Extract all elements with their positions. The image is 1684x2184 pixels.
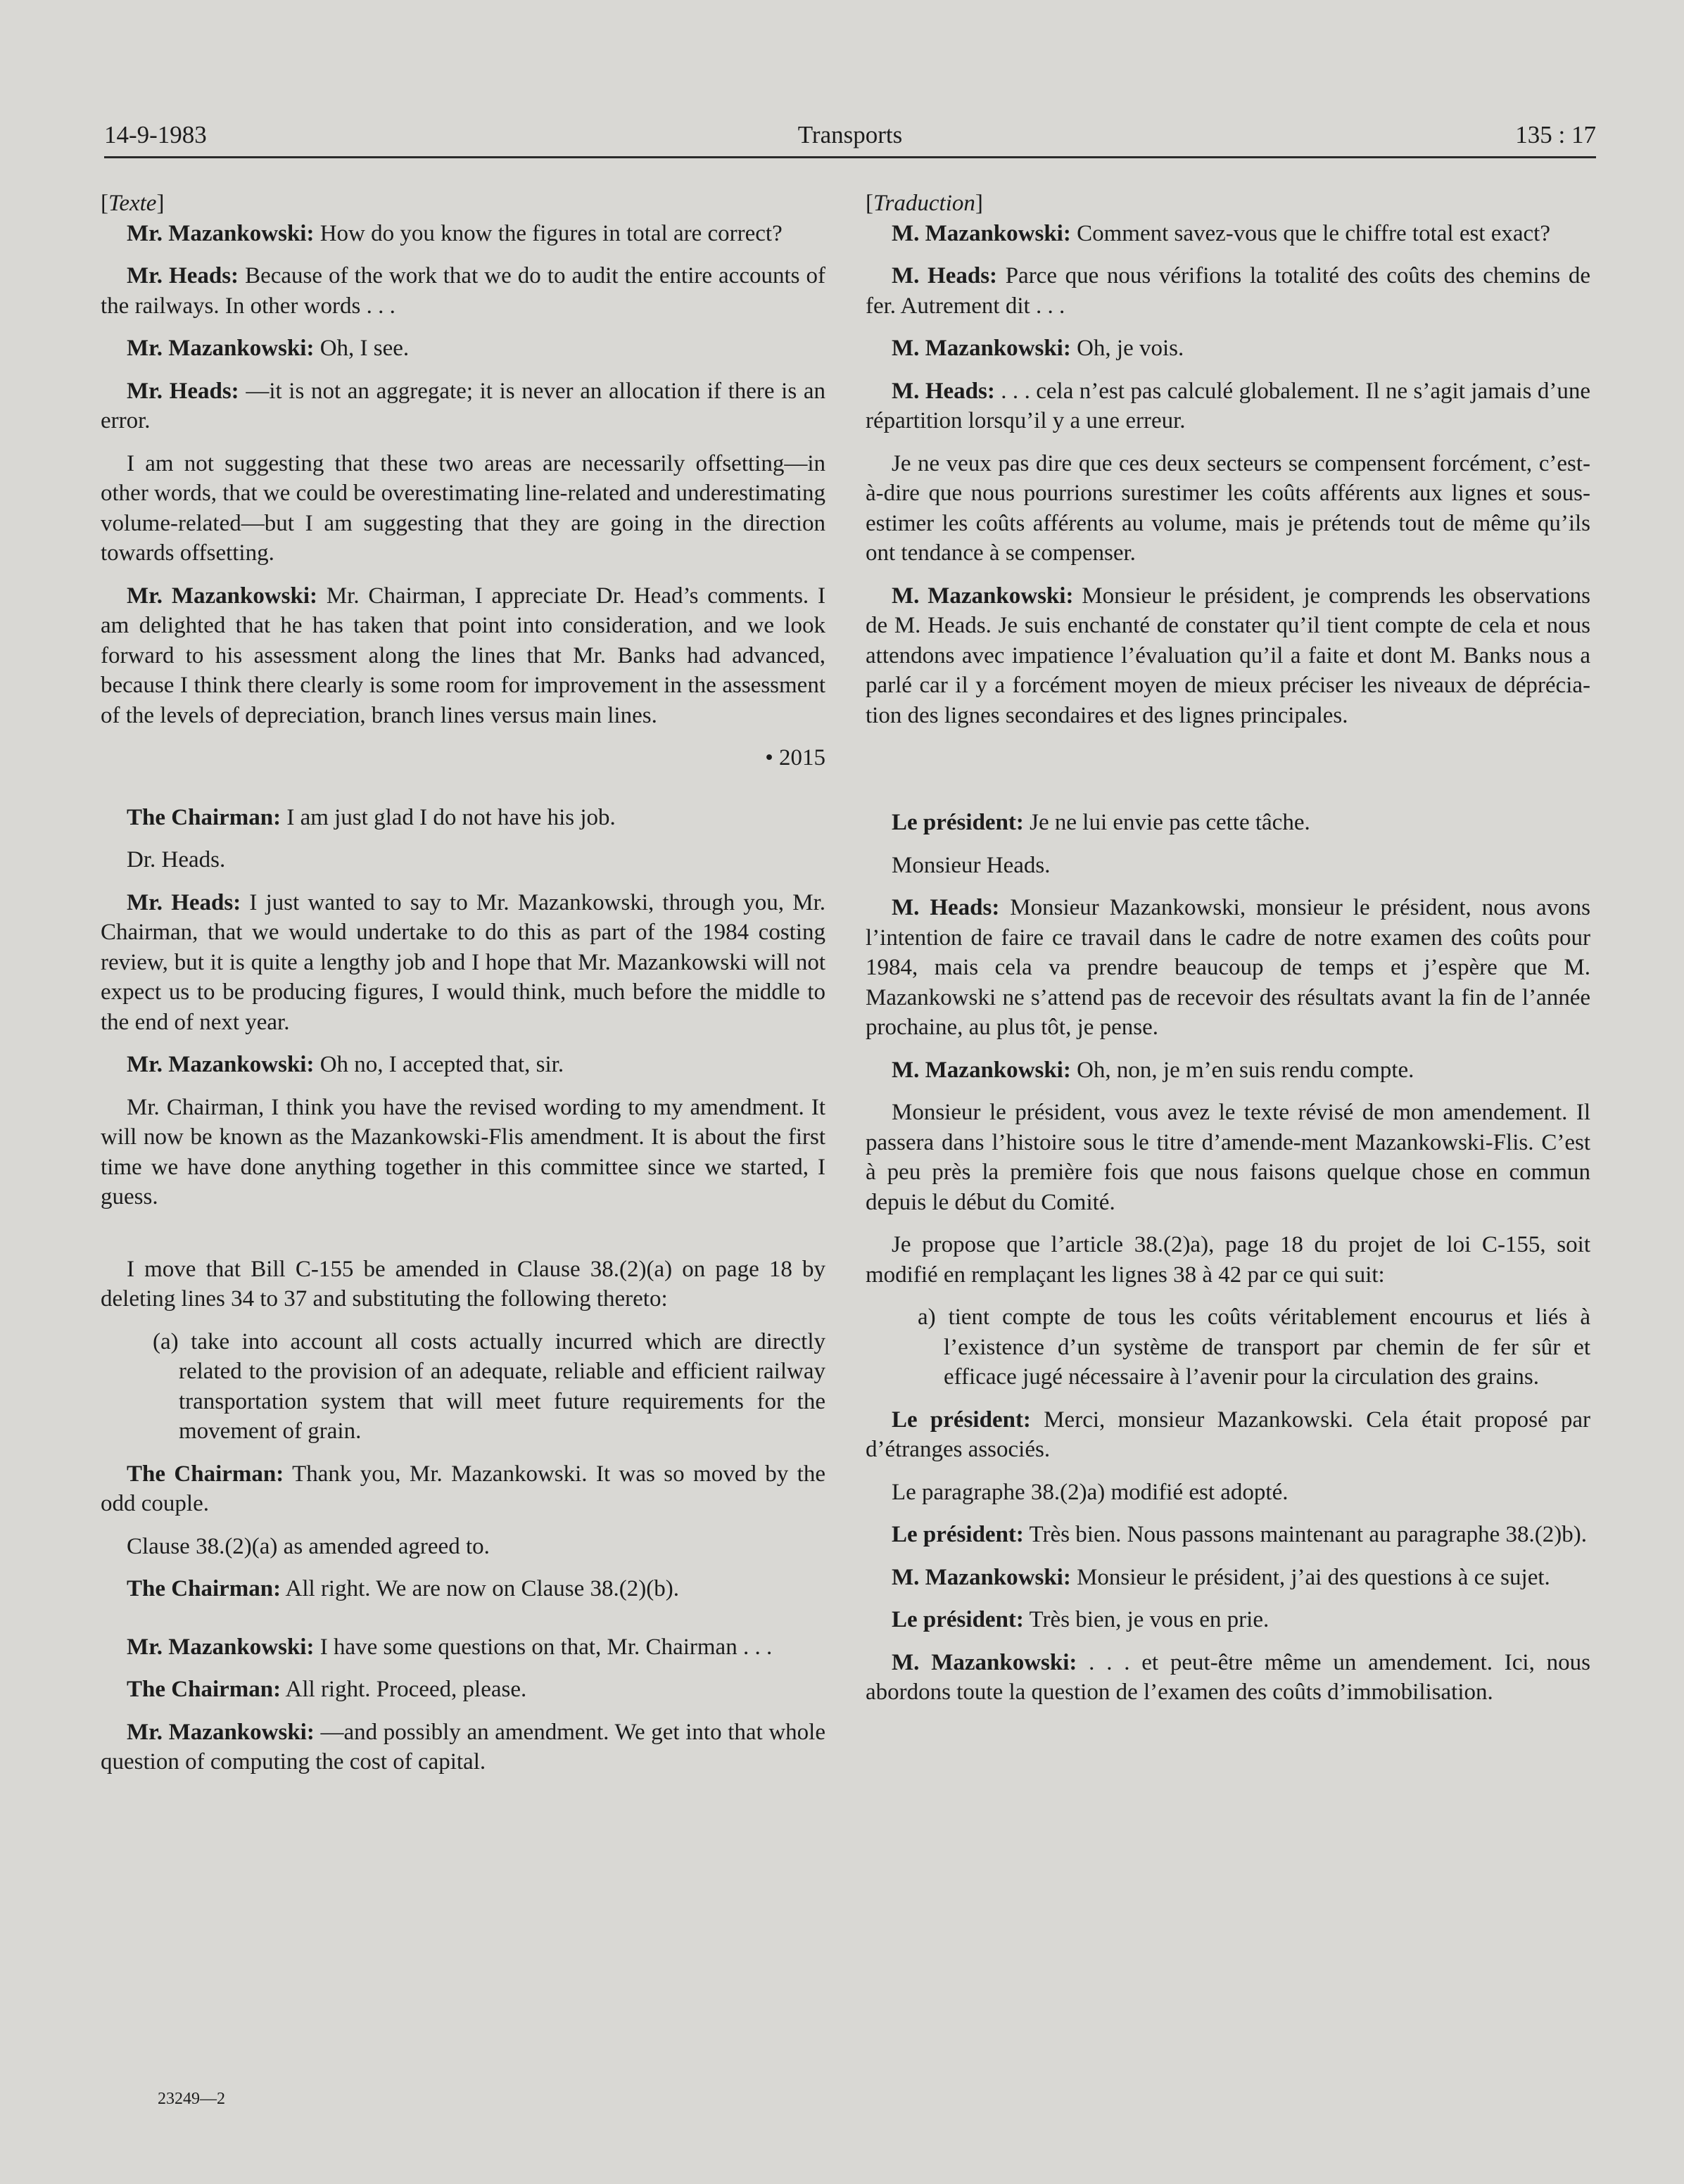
paragraph: M. Mazankowski: Oh, je vois. [892, 336, 1184, 361]
paragraph: Mr. Mazankowski: How do you know the figures in total are correct? [127, 220, 783, 246]
speaker: The Chairman: [127, 1677, 281, 1702]
paragraph: Mr. Mazankowski: I have some questions on that, Mr. Chairman . . . [127, 1634, 773, 1660]
amendment-text: a) tient compte de tous les coûts véritablement encourus et liés à l’existence d’un système de transport par chemin de fer sûr et efficace jugé nécessaire à l’avenir pour la circulation des grains. [918, 1304, 1590, 1390]
speaker: M. Mazankowski: [892, 583, 1074, 609]
paragraph: The Chairman: All right. Proceed, please. [127, 1677, 527, 1702]
speaker: M. Mazankowski: [892, 336, 1071, 361]
speaker: The Chairman: [127, 1576, 281, 1601]
paragraph: Monsieur le président, vous avez le texte révisé de mon amendement. Il passera dans l’histoire sous le titre d’amende-ment Mazankowski-Flis. C’est à peu près la première fois que nous faisons quelque chose en commun depuis le début du Comité. [866, 1100, 1590, 1215]
paragraph: Clause 38.(2)(a) as amended agreed to. [127, 1533, 490, 1559]
paragraph: The Chairman: I am just glad I do not have his job. [127, 804, 616, 830]
time-stamp: • 2015 [765, 745, 825, 770]
speaker: Mr. Mazankowski: [127, 336, 315, 361]
header-date: 14-9-1983 [104, 121, 207, 148]
paragraph: The Chairman: All right. We are now on Clause 38.(2)(b). [127, 1576, 679, 1601]
motion-paragraph: I move that Bill C-155 be amended in Clause 38.(2)(a) on page 18 by deleting lines 34 to 37 and substituting the following thereto: [101, 1256, 825, 1312]
speaker: M. Mazankowski: [892, 1057, 1071, 1083]
paragraph: M. Mazankowski: Comment savez-vous que le chiffre total est exact? [892, 220, 1550, 246]
print-code: 23249—2 [158, 2090, 225, 2108]
paragraph: Mr. Heads: I just wanted to say to Mr. Mazankowski, through you, Mr. Chairman, that we would undertake to do this as part of the 1984 costing review, but it is quite a lengthy job and I hope that Mr. Mazankowski will not expect us to be producing figures, I would think, much before the middle to the end of next year. [101, 889, 826, 1035]
speaker: Mr. Heads: [127, 889, 241, 915]
paragraph: M. Heads: Parce que nous vérifions la totalité des coûts des chemins de fer. Autrement dit . . . [866, 263, 1590, 319]
page-header [104, 118, 1596, 158]
speaker: The Chairman: [127, 804, 281, 830]
paragraph: M. Mazankowski: Monsieur le président, je comprends les observations de M. Heads. Je suis enchanté de constater qu’il tient compte de cela et nous attendons avec impatience l’évaluation qu’il a faite et dont M. Banks nous a parlé car il y a forcément moyen de mieux préciser les niveaux de déprécia-tion des lignes secondaires et des lignes principales. [866, 583, 1590, 728]
paragraph: M. Mazankowski: . . . et peut-être même un amendement. Ici, nous abordons toute la question de l’examen des coûts d’immobilisation. [866, 1649, 1590, 1705]
speaker: Mr. Heads: [127, 378, 239, 404]
speaker: Mr. Mazankowski: [127, 1719, 315, 1745]
paragraph: Le paragraphe 38.(2)a) modifié est adopté. [892, 1479, 1289, 1505]
speaker: Le président: [892, 1607, 1024, 1632]
speaker: M. Mazankowski: [892, 220, 1071, 246]
speaker: Mr. Mazankowski: [127, 220, 315, 246]
speaker: Le président: [892, 1522, 1024, 1547]
speaker: Mr. Mazankowski: [127, 1634, 315, 1660]
paragraph: M. Mazankowski: Oh, non, je m’en suis rendu compte. [892, 1057, 1414, 1083]
paragraph: Dr. Heads. [127, 847, 226, 872]
paragraph: Monsieur Heads. [892, 852, 1051, 878]
paragraph: Mr. Heads: Because of the work that we do to audit the entire accounts of the railways. In other words . . . [101, 263, 825, 319]
paragraph: Mr. Heads: —it is not an aggregate; it is never an allocation if there is an error. [101, 378, 825, 433]
speaker: M. Heads: [892, 378, 995, 404]
language-tag: [Traduction] [866, 191, 983, 216]
speaker: Le président: [892, 1407, 1031, 1433]
paragraph: Mr. Mazankowski: —and possibly an amendment. We get into that whole question of computing the cost of capital. [101, 1719, 825, 1775]
paragraph: M. Heads: Monsieur Mazankowski, monsieur le président, nous avons l’intention de faire ce travail dans le cadre de notre examen des coûts pour 1984, mais cela va prendre beaucoup de temps et j’espère que M. Mazankowski ne s’attend pas de recevoir des résultats avant la fin de l’année prochaine, au plus tôt, je pense. [866, 895, 1590, 1040]
amendment-text: (a) take into account all costs actually incurred which are directly related to the provision of an adequate, reliable and efficient railway transportation system that will meet future requirements for the movement of grain. [153, 1328, 825, 1444]
paragraph: The Chairman: Thank you, Mr. Mazankowski. It was so moved by the odd couple. [101, 1461, 826, 1516]
speaker: Le président: [892, 810, 1024, 835]
speaker: The Chairman: [127, 1461, 284, 1487]
paragraph: M. Heads: . . . cela n’est pas calculé globalement. Il ne s’agit jamais d’une répartition lorsqu’il y a une erreur. [866, 378, 1590, 433]
paragraph: Le président: Je ne lui envie pas cette tâche. [892, 810, 1310, 835]
paragraph: Le président: Très bien. Nous passons maintenant au paragraphe 38.(2)b). [892, 1522, 1587, 1547]
motion-paragraph: Je propose que l’article 38.(2)a), page 18 du projet de loi C-155, soit modifié en remplaçant les lignes 38 à 42 par ce qui suit: [866, 1232, 1590, 1288]
speaker: Mr. Mazankowski: [127, 1052, 315, 1077]
paragraph: M. Mazankowski: Monsieur le président, j’ai des questions à ce sujet. [892, 1564, 1550, 1590]
paragraph: Mr. Mazankowski: Oh no, I accepted that, sir. [127, 1052, 564, 1077]
paragraph: Mr. Mazankowski: Mr. Chairman, I appreciate Dr. Head’s comments. I am delighted that he has taken that point into consideration, and we look forward to his assessment along the lines that Mr. Banks had advanced, because I think there clearly is some room for improvement in the assessment of the levels of depreciation, branch lines versus main lines. [101, 583, 825, 728]
paragraph: Mr. Mazankowski: Oh, I see. [127, 336, 410, 361]
paragraph: Le président: Merci, monsieur Mazankowski. Cela était proposé par d’étranges associés. [866, 1407, 1591, 1462]
paragraph: I am not suggesting that these two areas are necessarily offsetting—in other words, that we could be overestimating line-related and underestimating volume-related—but I am suggesting that they are going in the direction towards offsetting. [101, 450, 826, 566]
paragraph: Le président: Très bien, je vous en prie. [892, 1607, 1270, 1632]
speaker: M. Heads: [892, 263, 998, 288]
speaker: Mr. Mazankowski: [127, 583, 318, 609]
speaker: Mr. Heads: [127, 263, 239, 288]
speaker: M. Mazankowski: [892, 1649, 1077, 1675]
language-tag: [Texte] [101, 191, 165, 216]
speaker: M. Heads: [892, 895, 1000, 920]
english-column [101, 189, 825, 1790]
speaker: M. Mazankowski: [892, 1564, 1071, 1590]
header-title: Transports [797, 121, 903, 148]
paragraph: Je ne veux pas dire que ces deux secteurs se compensent forcément, c’est-à-dire que nous pourrions surestimer les coûts afférents aux lignes et sous-estimer les coûts afférents au volume, mais je prétends tout de même qu’ils ont tendance à se compenser. [866, 450, 1590, 566]
french-column [866, 189, 1590, 1720]
header-page-number: 135 : 17 [1515, 121, 1596, 148]
paragraph: Mr. Chairman, I think you have the revised wording to my amendment. It will now be known as the Mazankowski-Flis amendment. It is about the first time we have done anything together in this committee since we started, I guess. [101, 1094, 825, 1210]
